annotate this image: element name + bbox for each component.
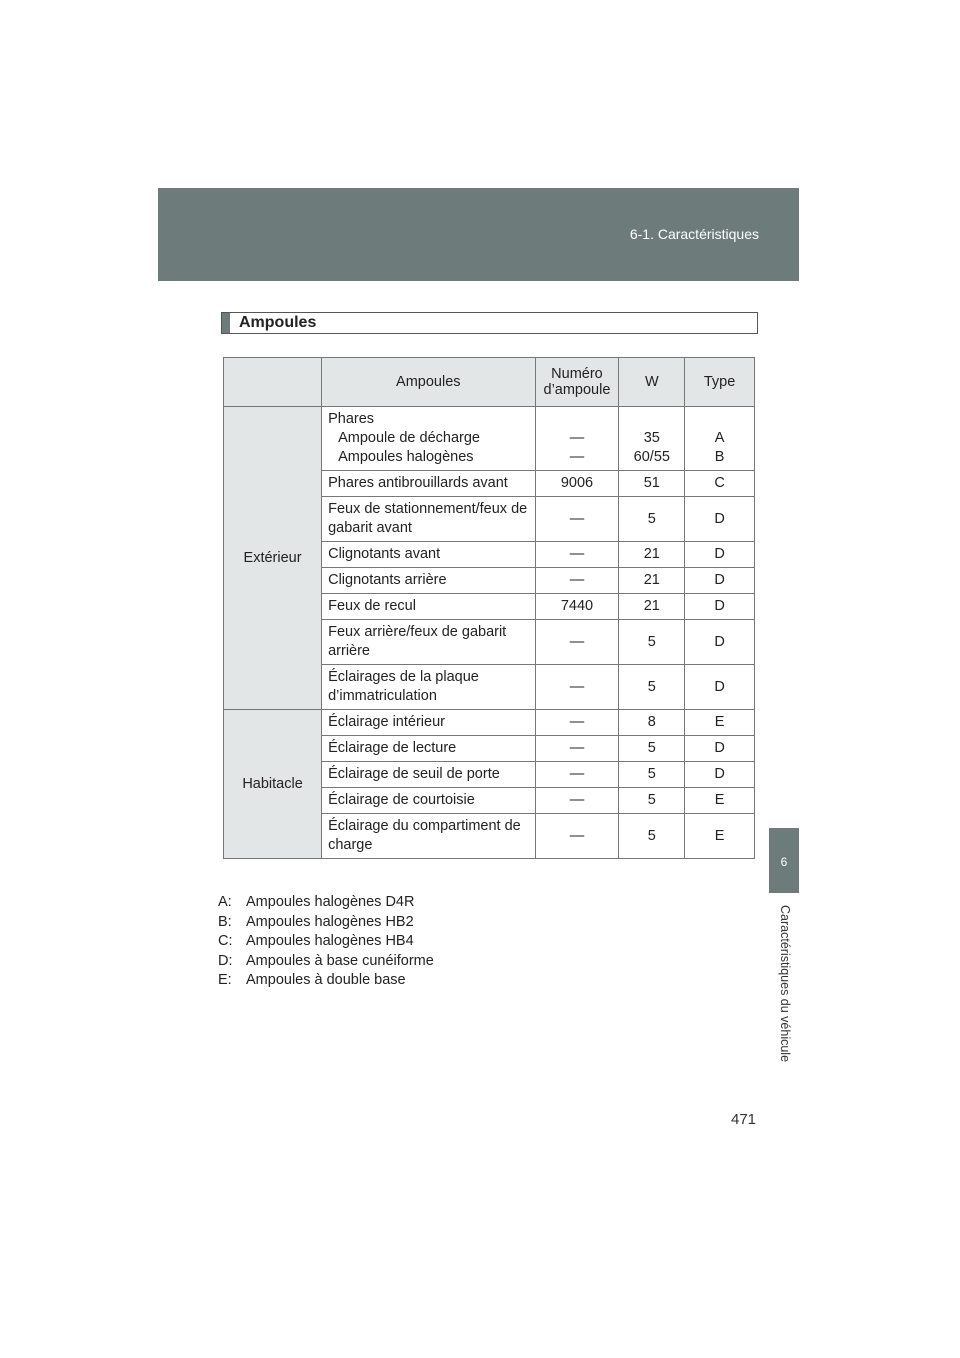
row-watt: 51: [619, 471, 685, 497]
row-type: D: [685, 568, 755, 594]
cell-number: —: [569, 449, 585, 465]
row-type: D: [685, 497, 755, 542]
section-marker: [222, 313, 230, 333]
header-empty: [224, 358, 322, 407]
row-type: C: [685, 471, 755, 497]
row-name-sub: Ampoule de décharge: [338, 430, 480, 446]
row-name: Phares antibrouillards avant: [322, 471, 535, 497]
row-number: —: [535, 497, 619, 542]
row-name: Feux arrière/feux de gabarit arrière: [322, 620, 535, 665]
category-interior: Habitacle: [224, 710, 322, 859]
row-number: [535, 407, 619, 471]
row-name: Éclairages de la plaque d’immatriculation: [322, 665, 535, 710]
cell-type: B: [714, 449, 725, 465]
legend-item: [218, 932, 434, 952]
bulb-type-legend: [218, 893, 434, 991]
row-name-main: Phares: [328, 411, 375, 427]
row-watt: 5: [619, 497, 685, 542]
row-number: —: [535, 736, 619, 762]
legend-item: [218, 952, 434, 972]
row-number: —: [535, 542, 619, 568]
row-name: Feux de stationnement/feux de gabarit avant: [322, 497, 535, 542]
cell-type: A: [714, 430, 725, 446]
table-row: [224, 407, 755, 471]
legend-text: Ampoules halogènes HB2: [246, 913, 414, 930]
row-name: [322, 407, 535, 471]
legend-item: [218, 893, 434, 913]
row-name: Éclairage de seuil de porte: [322, 762, 535, 788]
row-number: 7440: [535, 594, 619, 620]
row-type: D: [685, 665, 755, 710]
row-number: —: [535, 762, 619, 788]
category-exterior: Extérieur: [224, 407, 322, 710]
legend-item: [218, 971, 434, 991]
header-watt: W: [619, 358, 685, 407]
row-number: —: [535, 568, 619, 594]
row-watt: [619, 407, 685, 471]
chapter-tab: [769, 828, 799, 893]
row-number: —: [535, 788, 619, 814]
row-number: —: [535, 665, 619, 710]
legend-key: D:: [218, 952, 233, 969]
row-type: D: [685, 542, 755, 568]
row-name: Éclairage de lecture: [322, 736, 535, 762]
row-number: —: [535, 620, 619, 665]
row-watt: 5: [619, 762, 685, 788]
row-watt: 21: [619, 594, 685, 620]
row-type: D: [685, 620, 755, 665]
row-name: Clignotants arrière: [322, 568, 535, 594]
page-number: 471: [731, 1111, 757, 1128]
header-bar: [158, 188, 799, 281]
legend-key: B:: [218, 913, 232, 930]
table-row: [224, 710, 755, 736]
row-name: Éclairage du compartiment de charge: [322, 814, 535, 859]
cell-watt: 60/55: [633, 449, 670, 465]
row-watt: 5: [619, 788, 685, 814]
row-watt: 8: [619, 710, 685, 736]
legend-text: Ampoules à double base: [246, 972, 406, 988]
row-number: —: [535, 814, 619, 859]
row-watt: 21: [619, 568, 685, 594]
row-name: Clignotants avant: [322, 542, 535, 568]
legend-text: Ampoules halogènes HB4: [246, 933, 414, 949]
table-header-row: [224, 358, 755, 407]
section-title: Ampoules: [239, 314, 317, 331]
row-type: D: [685, 594, 755, 620]
row-number: 9006: [535, 471, 619, 497]
row-name: Éclairage intérieur: [322, 710, 535, 736]
legend-item: [218, 913, 434, 933]
row-watt: 21: [619, 542, 685, 568]
header-bulb: Ampoules: [322, 358, 535, 407]
row-type: D: [685, 736, 755, 762]
legend-key: A:: [218, 894, 232, 910]
row-watt: 5: [619, 814, 685, 859]
bulbs-table: [223, 357, 755, 859]
cell-watt: 35: [643, 430, 660, 446]
legend-text: Ampoules à base cunéiforme: [246, 952, 434, 969]
chapter-number: 6: [780, 855, 788, 869]
chapter-title: 6-1. Caractéristiques: [629, 226, 759, 242]
row-type: D: [685, 762, 755, 788]
chapter-tab-label: Caractéristiques du véhicule: [778, 905, 792, 1063]
legend-key: E:: [218, 972, 232, 988]
row-type: E: [685, 788, 755, 814]
row-watt: 5: [619, 665, 685, 710]
row-number: —: [535, 710, 619, 736]
section-heading: [221, 312, 758, 334]
row-name: Éclairage de courtoisie: [322, 788, 535, 814]
legend-text: Ampoules halogènes D4R: [246, 894, 415, 910]
row-type: [685, 407, 755, 471]
cell-number: —: [569, 430, 585, 446]
legend-key: C:: [218, 933, 233, 949]
header-number: Numéro d’ampoule: [535, 358, 619, 407]
row-watt: 5: [619, 736, 685, 762]
row-type: E: [685, 814, 755, 859]
row-type: E: [685, 710, 755, 736]
header-type: Type: [685, 358, 755, 407]
row-watt: 5: [619, 620, 685, 665]
row-name-sub: Ampoules halogènes: [338, 449, 474, 465]
row-name: Feux de recul: [322, 594, 535, 620]
